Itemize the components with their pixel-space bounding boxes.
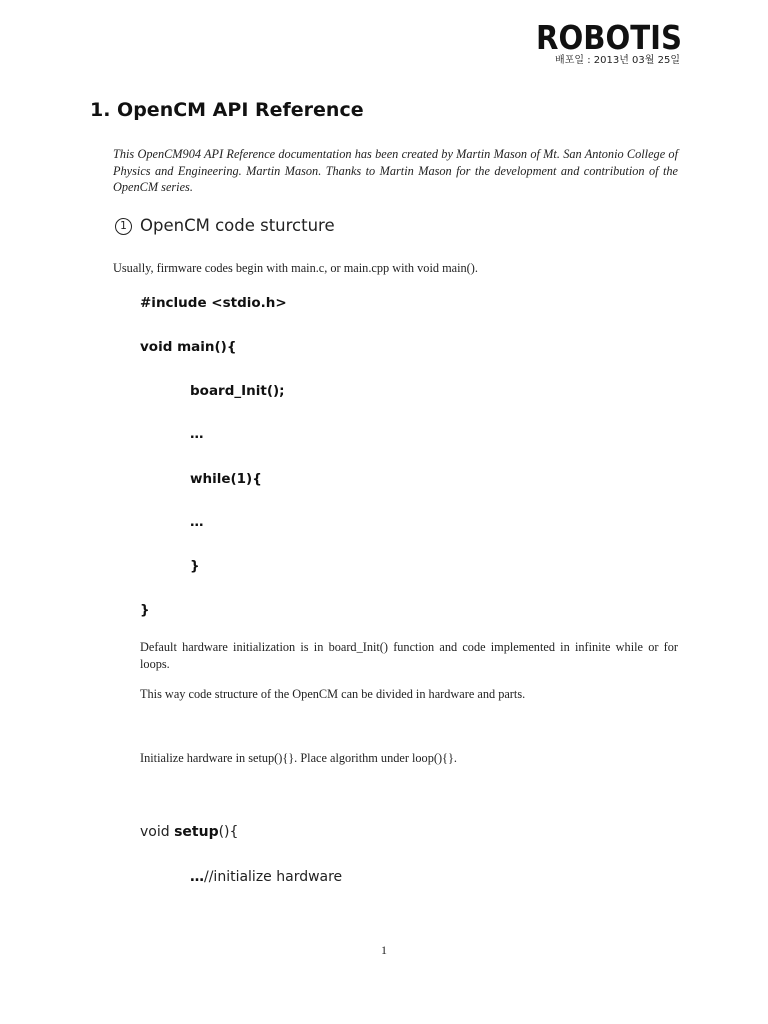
code-ellipsis-line-2: …	[190, 514, 204, 530]
code-void-keyword: void	[140, 824, 175, 840]
code-comment-line	[190, 869, 342, 885]
code-setup-paren: (){	[218, 824, 239, 840]
paragraph-default-init: Default hardware initialization is in board_Init() function and code implemented in infinite while or for loops.	[140, 640, 678, 671]
robotis-logo	[534, 18, 684, 57]
page-number: 1	[381, 943, 387, 957]
paragraph-usually: Usually, firmware codes begin with main.c, or main.cpp with void main().	[113, 261, 478, 275]
paragraph-setup-loop: Initialize hardware in setup(){}. Place algorithm under loop(){}.	[140, 751, 457, 765]
code-comment-text: //initialize hardware	[204, 869, 343, 885]
subsection-title-text: OpenCM code sturcture	[140, 216, 335, 235]
section-title: 1. OpenCM API Reference	[90, 99, 364, 121]
code-comment-ellipsis: …	[190, 869, 204, 885]
code-while-open-line: while(1){	[190, 471, 262, 487]
paragraph-divided: This way code structure of the OpenCM can be divided in hardware and parts.	[140, 687, 526, 701]
code-setup-function-name: setup	[174, 824, 219, 840]
release-date: 배포일 : 2013년 03월 25일	[555, 55, 680, 66]
code-ellipsis-line-1: …	[190, 426, 204, 442]
subsection-title	[115, 216, 335, 235]
code-main-open-line: void main(){	[140, 339, 237, 355]
code-main-close-line: }	[140, 602, 150, 618]
code-board-init-line: board_Init();	[190, 383, 285, 399]
intro-paragraph: This OpenCM904 API Reference documentation has been created by Martin Mason of Mt. San Antonio College of Physics and Engineering. Martin Mason. Thanks to Martin Mason for the development and contribution of the OpenCM series.	[113, 147, 678, 194]
robotis-logo-text: ROBOTIS	[536, 18, 682, 57]
code-setup-line	[140, 824, 238, 840]
code-while-close-line: }	[190, 558, 200, 574]
subsection-number-badge: 1	[115, 218, 132, 235]
code-include-line: #include <stdio.h>	[140, 295, 287, 311]
